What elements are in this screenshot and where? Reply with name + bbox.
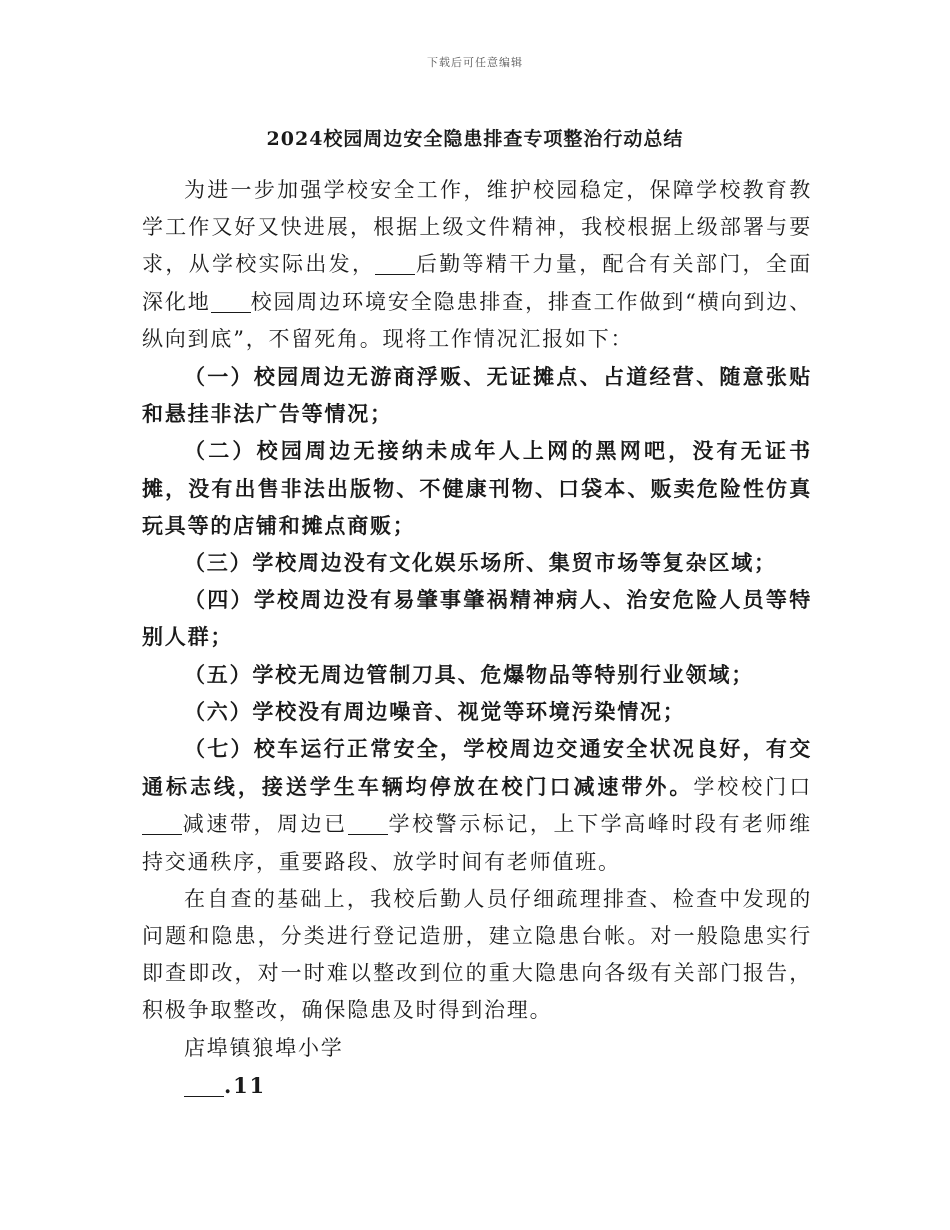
closing-paragraph: 在自查的基础上，我校后勤人员仔细疏理排查、检查中发现的问题和隐患，分类进行登记造册，建立隐患台帐。对一般隐患实行即查即改，对一时难以整改到位的重大隐患向各级有关部门报告，积极争取整改，确保隐患及时得到治理。 [142, 886, 812, 1023]
intro-paragraph [142, 172, 812, 358]
item7-bold-text: （七）校车运行正常安全，学校周边交通安全状况良好，有交通标志线，接送学生车辆均停放在校门口减速带外。 [142, 736, 812, 800]
item7-text-1: 学校校门口 [693, 775, 812, 800]
document-body [142, 172, 812, 1104]
item7-text-2: 减速带，周边已 [182, 812, 348, 837]
blank-line [211, 290, 251, 313]
document-title: 2024校园周边安全隐患排查专项整治行动总结 [266, 128, 684, 150]
intro-text-2: 后勤等精干力量，配合有关部门，全面深化地 [142, 252, 813, 314]
list-item: （四）学校周边没有易肇事肇祸精神病人、治安危险人员等特别人群； [142, 587, 812, 650]
signature-org: 店埠镇狼埠小学 [184, 1035, 344, 1060]
list-item: （一）校园周边无游商浮贩、无证摊点、占道经营、随意张贴和悬挂非法广告等情况； [142, 364, 812, 427]
list-item: （六）学校没有周边噪音、视觉等环境污染情况； [184, 698, 686, 724]
intro-text-1: 为进一步加强学校安全工作，维护校园稳定，保障学校教育教学工作又好又快进展，根据上级文件精神，我校根据上级部署与要求，从学校实际出发， [142, 178, 812, 277]
signature-date [142, 1067, 812, 1104]
blank-line [184, 1074, 224, 1097]
list-item: （三）学校周边没有文化娱乐场所、集贸市场等复杂区域； [184, 550, 777, 576]
list-item: （五）学校无周边管制刀具、危爆物品等特别行业领域； [184, 661, 754, 687]
blank-line [375, 252, 415, 275]
blank-line [348, 812, 388, 835]
list-item: （二）校园周边无接纳未成年人上网的黑网吧，没有无证书摊，没有出售非法出版物、不健康刊物、口袋本、贩卖危险性仿真玩具等的店铺和摊点商贩； [142, 438, 812, 538]
date-suffix: .11 [224, 1072, 266, 1098]
list-item-7 [142, 730, 812, 881]
header-note: 下载后可任意编辑 [427, 56, 523, 69]
intro-text-3: 校园周边环境安全隐患排查，排查工作做到“横向到边、纵向到底”，不留死角。现将工作情况汇报如下： [142, 289, 813, 351]
blank-line [142, 812, 182, 835]
item7-text-3: 学校警示标记，上下学高峰时段有老师维持交通秩序，重要路段、放学时间有老师值班。 [142, 812, 812, 874]
